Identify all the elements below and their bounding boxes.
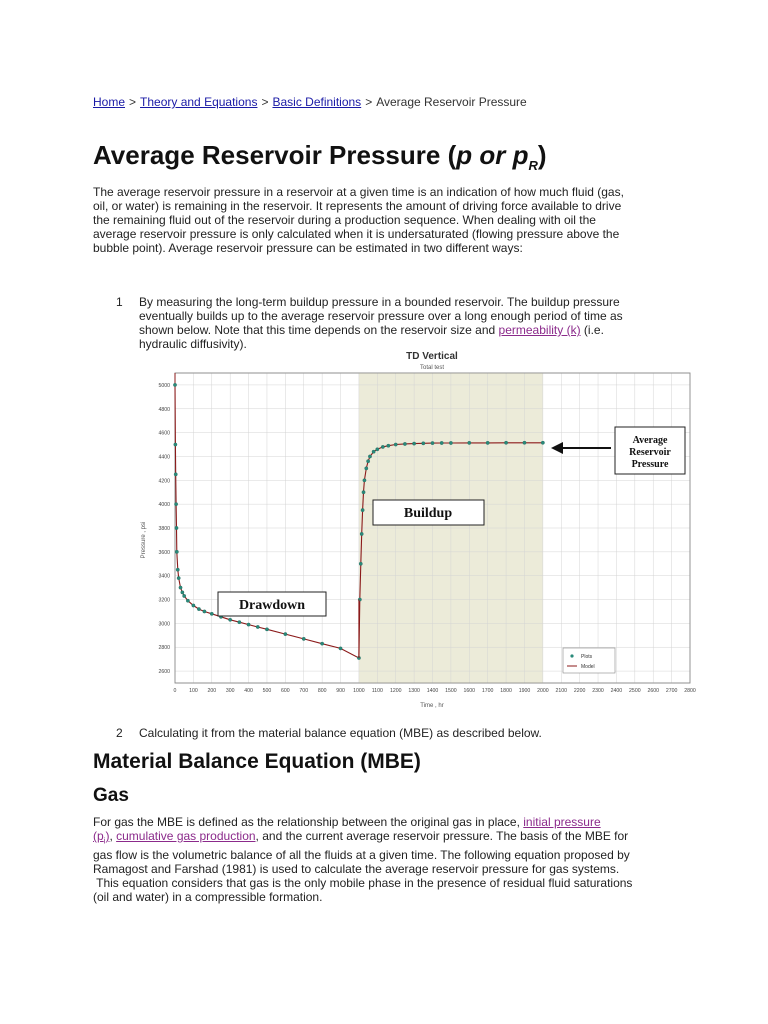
x-tick-label: 500 — [262, 688, 272, 694]
mbe-heading: Material Balance Equation (MBE) — [93, 750, 421, 773]
y-tick-label: 3800 — [158, 526, 170, 532]
data-point — [210, 612, 213, 615]
legend-label: Model — [581, 664, 595, 670]
data-point — [284, 632, 287, 635]
intro-line: the remaining fluid out of the reservoir during a production sequence. When dealing with oil the — [93, 213, 596, 227]
y-tick-label: 3000 — [158, 621, 170, 628]
x-tick-label: 2600 — [647, 688, 659, 694]
list-number: 1 — [116, 295, 123, 309]
data-point — [366, 460, 369, 463]
breadcrumb-separator: > — [129, 95, 137, 109]
initial-pressure-link[interactable]: initial pressure — [523, 815, 601, 829]
data-point — [523, 441, 526, 444]
x-tick-label: 1500 — [445, 688, 457, 694]
x-tick-label: 2400 — [610, 688, 623, 694]
x-tick-label: 400 — [244, 688, 253, 694]
y-tick-label: 3400 — [158, 573, 170, 580]
y-tick-label: 4600 — [158, 430, 170, 437]
data-point — [176, 568, 179, 571]
link-text: (p — [93, 829, 104, 843]
page-title-subscript: R — [528, 158, 538, 174]
pressure-chart-svg — [135, 345, 700, 715]
x-tick-label: 1000 — [353, 688, 365, 694]
y-axis-label: Pressure , psi — [141, 521, 147, 559]
initial-pressure-symbol-link[interactable] — [93, 829, 110, 846]
x-tick-label: 200 — [207, 688, 217, 694]
data-point — [403, 442, 406, 445]
data-point — [468, 441, 471, 444]
legend-label: Plots — [581, 654, 593, 660]
x-tick-label: 0 — [173, 688, 177, 694]
avg-pressure-callout-line: Average — [632, 435, 668, 446]
data-point — [422, 442, 425, 445]
x-tick-label: 1100 — [371, 688, 383, 694]
page-title — [93, 140, 547, 173]
gas-line — [93, 829, 668, 848]
data-point — [541, 441, 544, 444]
x-tick-label: 600 — [281, 688, 290, 694]
y-tick-label: 4000 — [158, 502, 170, 509]
data-point — [431, 441, 434, 444]
data-point — [197, 607, 200, 610]
list-line: eventually builds up to the average reservoir pressure over a long enough period of time as — [139, 309, 623, 323]
x-tick-label: 800 — [317, 688, 327, 694]
data-point — [182, 594, 185, 597]
gas-line: (oil and water) in a compressible formation. — [93, 890, 323, 905]
data-point — [412, 442, 415, 445]
data-point — [186, 599, 189, 602]
x-tick-label: 2100 — [555, 688, 568, 694]
data-point — [363, 479, 366, 482]
data-point — [256, 625, 259, 628]
y-tick-label: 4800 — [158, 406, 170, 413]
data-point — [228, 618, 231, 621]
breadcrumb-separator: > — [261, 95, 269, 109]
data-point — [372, 450, 375, 453]
data-point — [394, 443, 397, 446]
x-tick-label: 1900 — [518, 688, 531, 694]
data-point — [449, 441, 452, 444]
data-point — [387, 444, 390, 447]
data-point — [174, 473, 177, 476]
page-title-text: Average Reservoir Pressure ( — [93, 140, 457, 170]
breadcrumb-theory-link[interactable]: Theory and Equations — [140, 95, 258, 109]
data-point — [174, 502, 177, 505]
intro-line: bubble point). Average reservoir pressure can be estimated in two different ways: — [93, 241, 523, 255]
data-point — [368, 455, 371, 458]
x-tick-label: 100 — [189, 688, 198, 694]
data-point — [192, 604, 195, 607]
y-tick-label: 3200 — [158, 597, 170, 604]
plot-area — [158, 373, 695, 694]
data-point — [359, 562, 362, 565]
data-point — [362, 491, 365, 494]
x-tick-label: 2200 — [573, 688, 586, 694]
chart-subtitle: Total test — [419, 365, 445, 371]
gas-line — [93, 815, 668, 829]
data-point — [175, 550, 178, 553]
link-subscript: i — [103, 836, 106, 846]
data-point — [174, 443, 177, 446]
data-point — [381, 445, 384, 448]
data-point — [360, 532, 363, 535]
pressure-chart — [135, 345, 700, 715]
x-tick-label: 1200 — [389, 688, 402, 694]
gas-paragraph — [93, 815, 668, 904]
list-item-2 — [116, 726, 668, 740]
breadcrumb — [93, 95, 527, 109]
list-number: 2 — [116, 726, 123, 740]
page-title-close: ) — [537, 140, 547, 170]
x-tick-label: 2000 — [537, 688, 549, 694]
x-tick-label: 300 — [225, 688, 235, 694]
gas-line: This equation considers that gas is the only mobile phase in the presence of residual fluid saturations — [93, 876, 633, 891]
breadcrumb-home-link[interactable]: Home — [93, 95, 126, 109]
breadcrumb-separator: > — [365, 95, 373, 109]
x-tick-label: 2300 — [592, 688, 604, 694]
x-tick-label: 1300 — [408, 688, 420, 694]
data-point — [361, 508, 364, 511]
gas-text: , — [109, 829, 117, 843]
legend-marker-plots — [570, 654, 573, 657]
list-line — [139, 323, 668, 337]
y-tick-label: 3600 — [158, 549, 170, 556]
data-point — [302, 637, 305, 640]
data-point — [238, 620, 241, 623]
list-line: hydraulic diffusivity). — [139, 337, 247, 351]
data-point — [265, 628, 268, 631]
intro-line: The average reservoir pressure in a reservoir at a given time is an indication of how much fluid (gas, — [93, 185, 624, 199]
data-point — [504, 441, 507, 444]
drawdown-callout: Drawdown — [238, 598, 306, 613]
y-tick-label: 2800 — [158, 645, 170, 652]
x-tick-label: 1700 — [481, 688, 494, 694]
avg-pressure-callout-line: Pressure — [631, 459, 669, 470]
gas-text: , and the current average reservoir pressure. The basis of the MBE for — [255, 829, 629, 843]
x-tick-label: 2800 — [684, 688, 696, 694]
x-tick-label: 2700 — [665, 688, 678, 694]
gas-text: For gas the MBE is defined as the relationship between the original gas in place, — [93, 815, 524, 829]
intro-line: average reservoir pressure is only calculated when it is undersaturated (flowing pressure above the — [93, 227, 620, 241]
data-point — [486, 441, 489, 444]
data-point — [376, 448, 379, 451]
x-tick-label: 2500 — [629, 688, 641, 694]
chart-title: TD Vertical — [406, 351, 458, 362]
list-item-text: Calculating it from the material balance equation (MBE) as described below. — [139, 726, 542, 740]
data-point — [173, 383, 176, 386]
data-point — [339, 647, 342, 650]
data-point — [365, 467, 368, 470]
data-point — [179, 586, 182, 589]
y-tick-label: 2600 — [158, 669, 170, 676]
breadcrumb-definitions-link[interactable]: Basic Definitions — [272, 95, 362, 109]
x-tick-label: 900 — [336, 688, 345, 694]
permeability-link[interactable]: permeability (k) — [498, 323, 581, 337]
data-point — [177, 576, 180, 579]
list-text: shown below. Note that this time depends on the reservoir size and — [139, 323, 499, 337]
data-point — [181, 591, 184, 594]
data-point — [203, 610, 206, 613]
gas-line: gas flow is the volumetric balance of all the fluids at a given time. The following equation proposed by — [93, 848, 630, 863]
page-title-variable: p or p — [456, 140, 529, 170]
intro-line: oil, or water) is remaining in the reservoir. It represents the amount of driving force available to drive — [93, 199, 622, 213]
x-tick-label: 700 — [299, 688, 309, 694]
list-text: (i.e. — [580, 323, 604, 337]
y-tick-label: 4400 — [158, 454, 170, 461]
list-item-text — [139, 295, 668, 351]
x-tick-label: 1600 — [463, 688, 476, 694]
data-point — [175, 526, 178, 529]
data-point — [320, 642, 323, 645]
link-text: ) — [105, 829, 110, 843]
y-tick-label: 5000 — [158, 382, 170, 389]
gas-line: Ramagost and Farshad (1981) is used to calculate the average reservoir pressure for gas systems. — [93, 862, 620, 877]
buildup-callout: Buildup — [403, 506, 453, 521]
cumulative-gas-production-link[interactable]: cumulative gas production — [116, 829, 256, 843]
y-tick-label: 4200 — [158, 478, 170, 485]
list-line: By measuring the long-term buildup pressure in a bounded reservoir. The buildup pressure — [139, 295, 620, 309]
list-item-1 — [116, 295, 668, 351]
avg-pressure-callout-line: Reservoir — [629, 447, 671, 458]
x-tick-label: 1800 — [500, 688, 512, 694]
x-tick-label: 1400 — [426, 688, 439, 694]
intro-paragraph — [93, 185, 668, 255]
gas-heading: Gas — [93, 785, 129, 806]
breadcrumb-current: Average Reservoir Pressure — [376, 95, 527, 109]
data-point — [440, 441, 443, 444]
data-point — [247, 623, 250, 626]
x-axis-label: Time , hr — [420, 703, 444, 709]
